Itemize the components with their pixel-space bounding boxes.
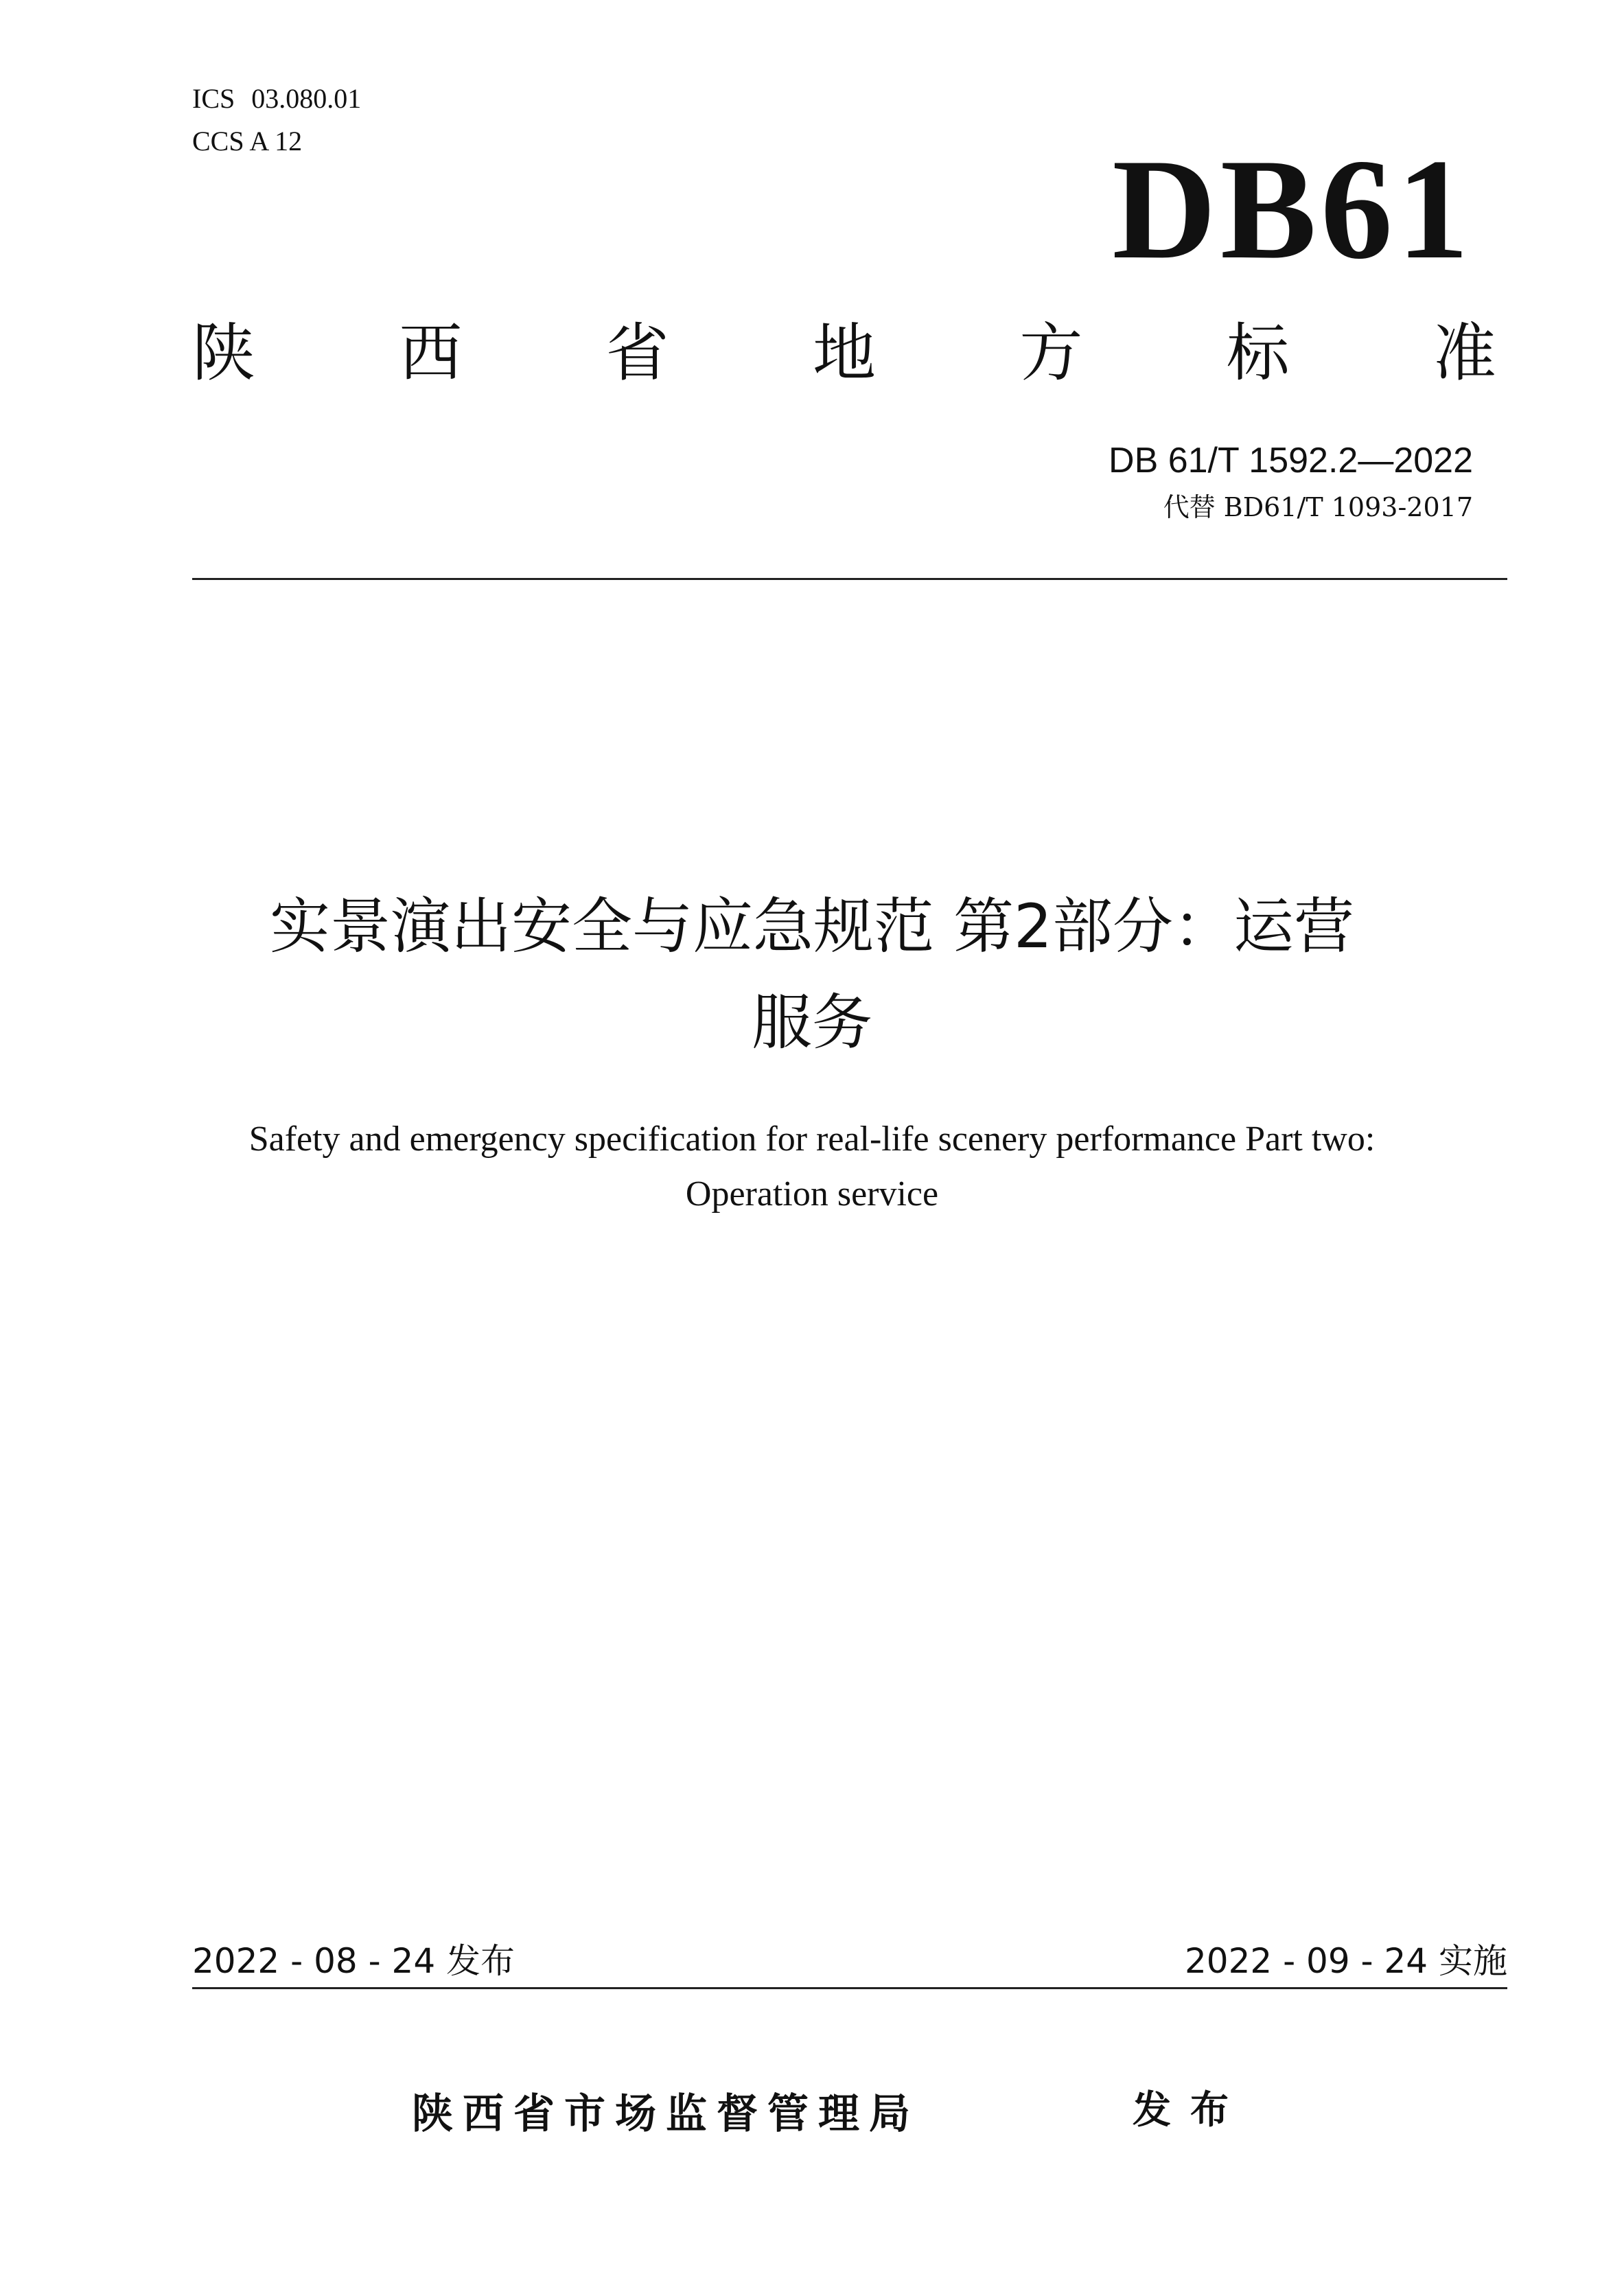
bottom-divider bbox=[192, 1987, 1507, 1989]
replaces-note: 代替 BD61/T 1093-2017 bbox=[1163, 492, 1473, 522]
standard-type-char: 准 bbox=[1432, 316, 1496, 390]
standard-type-char: 标 bbox=[1226, 316, 1290, 390]
standard-type-char: 方 bbox=[1019, 316, 1083, 390]
publish-label: 发布 bbox=[1133, 2088, 1248, 2133]
issue-date: 2022 - 08 - 24 发布 bbox=[192, 1941, 515, 1981]
ccs-code: CCS A 12 bbox=[192, 126, 303, 156]
title-english-line: Operation service bbox=[685, 1174, 939, 1214]
title-english bbox=[124, 1112, 1500, 1222]
issuing-authority: 陕西省市场监督管理局 bbox=[412, 2090, 920, 2138]
title-chinese-line: 服务 bbox=[751, 987, 872, 1058]
standard-logo: DB61 bbox=[1112, 130, 1473, 289]
standard-type-char: 省 bbox=[605, 316, 669, 390]
standard-type-heading bbox=[192, 316, 1496, 391]
implementation-date: 2022 - 09 - 24 实施 bbox=[1184, 1941, 1507, 1981]
title-chinese-line: 实景演出安全与应急规范 第2部分：运营 bbox=[270, 891, 1354, 962]
ics-code: ICS 03.080.01 bbox=[192, 83, 362, 114]
standard-type-char: 地 bbox=[812, 316, 876, 390]
standard-type-char: 西 bbox=[399, 316, 463, 390]
title-english-line: Safety and emergency specification for real-life scenery performance Part two: bbox=[248, 1120, 1376, 1159]
standard-type-char: 陕 bbox=[192, 316, 256, 390]
standard-number: DB 61/T 1592.2—2022 bbox=[1109, 441, 1473, 480]
top-divider bbox=[192, 578, 1507, 580]
title-chinese bbox=[124, 879, 1500, 1071]
